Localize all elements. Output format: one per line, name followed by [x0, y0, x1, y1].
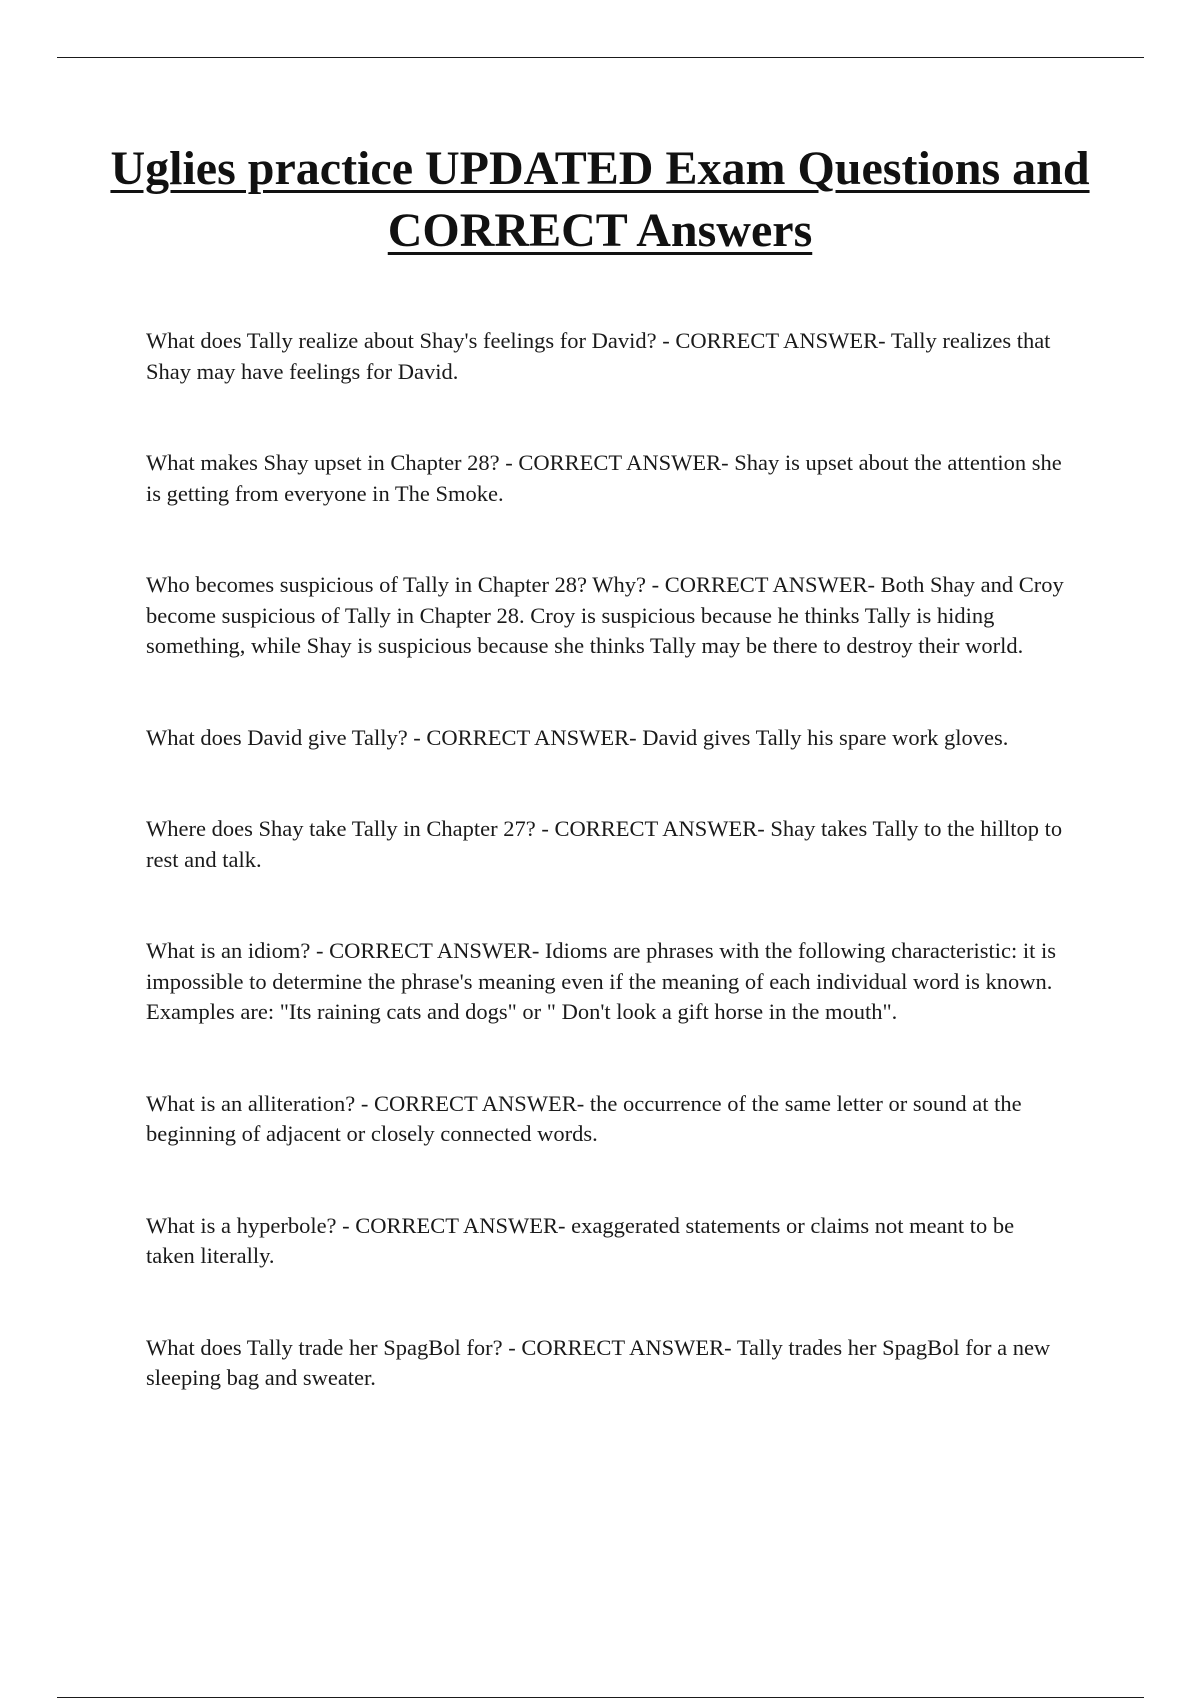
qa-item: What does Tally realize about Shay's feelings for David? - CORRECT ANSWER- Tally realizes that Shay may have feelings for David. — [146, 328, 1051, 384]
document-title: Uglies practice UPDATED Exam Questions and CORRECT Answers — [110, 142, 1090, 257]
qa-item: Where does Shay take Tally in Chapter 27? - CORRECT ANSWER- Shay takes Tally to the hilltop to rest and talk. — [146, 816, 1063, 872]
qa-item: What is an idiom? - CORRECT ANSWER- Idioms are phrases with the following characteristic: it is impossible to determine the phrase's meaning even if the meaning of each individual word is known. Examples are: "Its raining cats and dogs" or " Don't look a gift horse in the mouth". — [146, 938, 1057, 1024]
qa-item: What does David give Tally? - CORRECT ANSWER- David gives Tally his spare work gloves. — [146, 724, 1009, 750]
header-rule — [57, 57, 1144, 58]
qa-item: Who becomes suspicious of Tally in Chapter 28? Why? - CORRECT ANSWER- Both Shay and Croy become suspicious of Tally in Chapter 28. Croy is suspicious because he thinks Tally is hiding something, while Shay is suspicious because she thinks Tally may be there to destroy their world. — [146, 572, 1064, 658]
qa-item: What makes Shay upset in Chapter 28? - CORRECT ANSWER- Shay is upset about the attention she is getting from everyone in The Smoke. — [146, 450, 1062, 506]
qa-item: What does Tally trade her SpagBol for? - CORRECT ANSWER- Tally trades her SpagBol for a new sleeping bag and sweater. — [146, 1334, 1051, 1390]
qa-item: What is an alliteration? - CORRECT ANSWER- the occurrence of the same letter or sound at the beginning of adjacent or closely connected words. — [146, 1090, 1022, 1146]
footer-rule — [57, 1697, 1144, 1698]
qa-item: What is a hyperbole? - CORRECT ANSWER- exaggerated statements or claims not meant to be taken literally. — [146, 1212, 1015, 1268]
qa-list — [146, 326, 1066, 1455]
